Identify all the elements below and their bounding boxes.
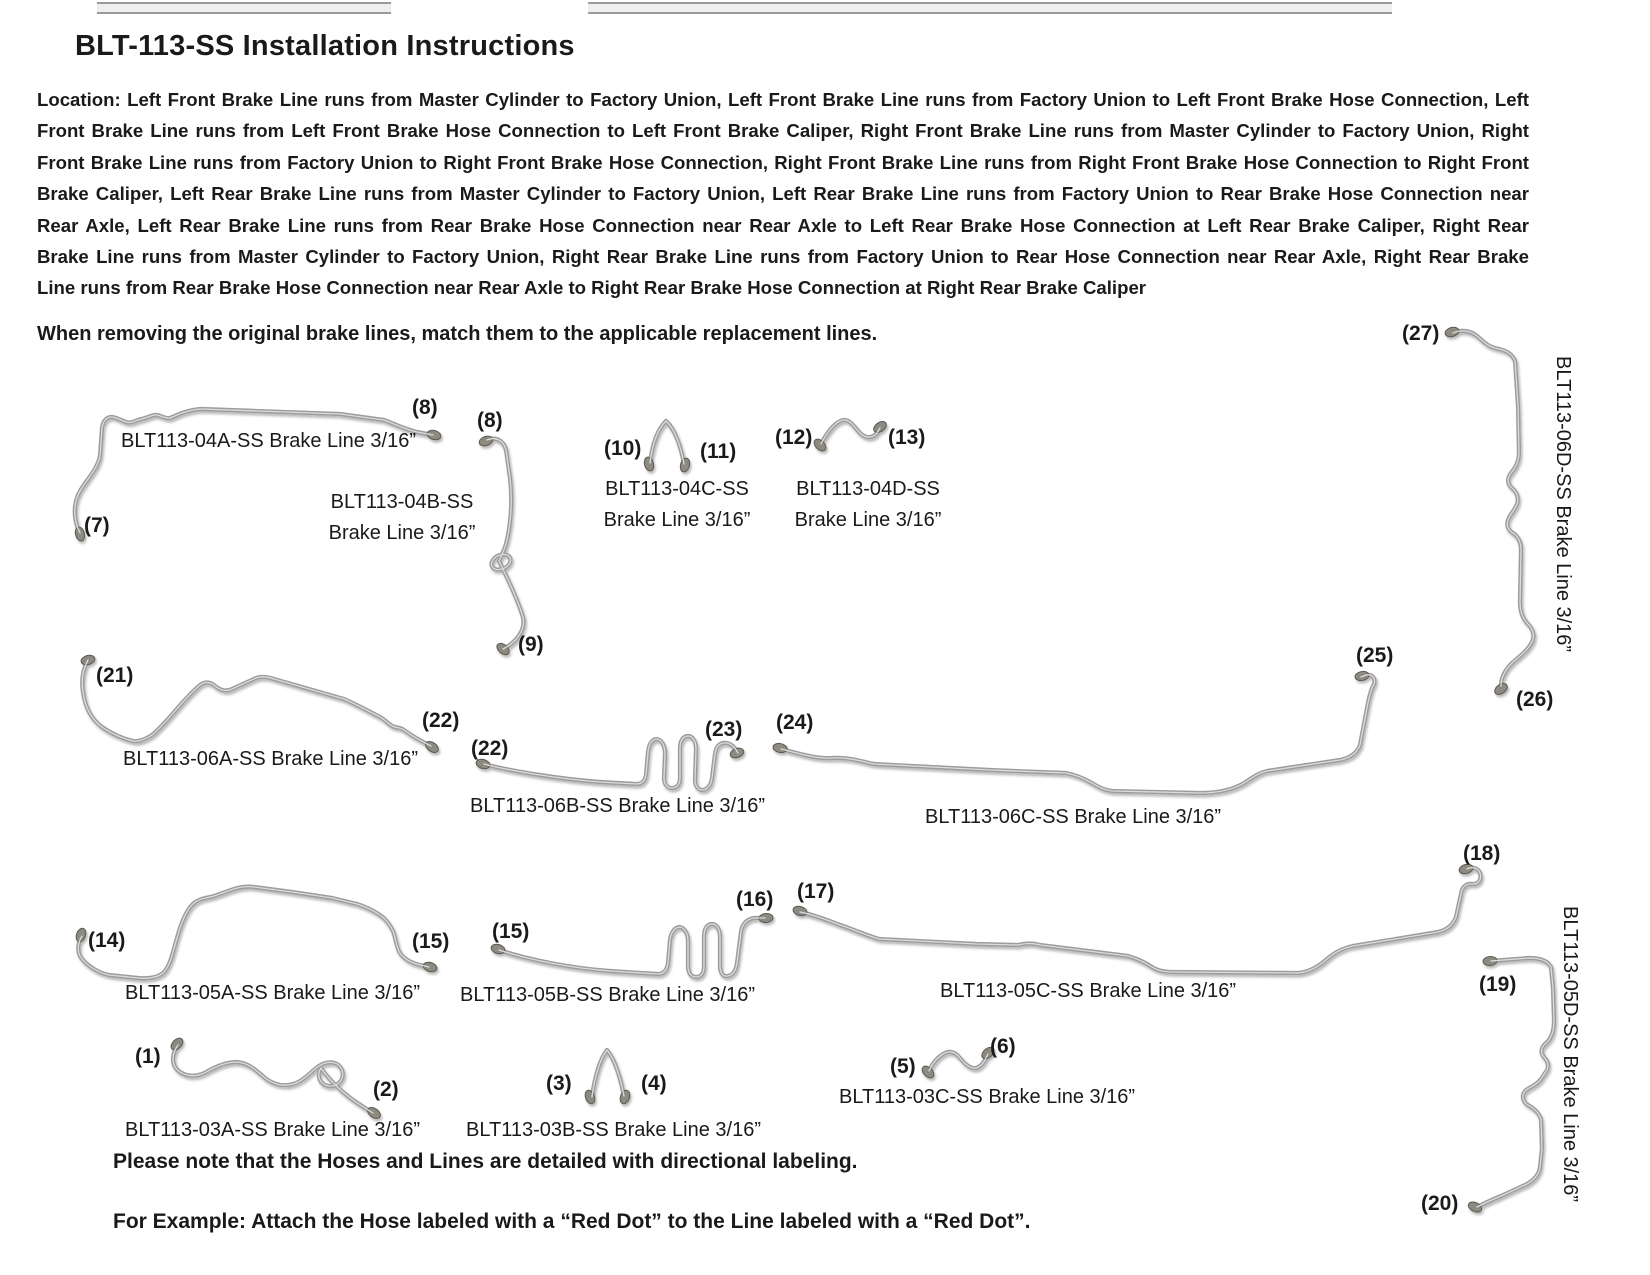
- tube-06c: [781, 675, 1375, 793]
- part-label-05d: BLT113-05D-SS Brake Line 3/16”: [1559, 906, 1581, 1203]
- marker-label: (13): [888, 426, 926, 449]
- marker-label: (3): [546, 1072, 572, 1095]
- part-label-04d-line2: Brake Line 3/16”: [794, 509, 942, 531]
- location-line: Front Brake Line runs from Left Front Brake Hose Connection to Left Front Brake Caliper, Right Front Brake Line runs from Master Cylinder to Factory Union, Right: [37, 120, 1529, 142]
- marker-label: (23): [705, 718, 743, 741]
- tube-03c: [929, 1052, 988, 1071]
- marker-label: (5): [890, 1055, 916, 1078]
- marker-label: (12): [775, 426, 813, 449]
- part-label-03b: BLT113-03B-SS Brake Line 3/16”: [466, 1119, 761, 1141]
- part-label-04c-line1: BLT113-04C-SS: [605, 478, 749, 500]
- location-line: Brake Line runs from Master Cylinder to Factory Union, Right Rear Brake Line runs from Factory Union to Rear Hose Connection near Rear Axle, Right Rear Brake: [37, 245, 1529, 267]
- location-line: Line runs from Rear Brake Hose Connection near Rear Axle to Right Rear Brake Hose Connection at Right Rear Brake Caliper: [37, 277, 1147, 299]
- part-label-06d: BLT113-06D-SS Brake Line 3/16”: [1552, 356, 1574, 653]
- marker-label: (20): [1421, 1192, 1459, 1215]
- part-label-05b: BLT113-05B-SS Brake Line 3/16”: [460, 984, 755, 1006]
- marker-label: (11): [700, 440, 737, 463]
- tube-05b: [499, 918, 765, 977]
- location-line: Front Brake Line runs from Factory Union to Right Front Brake Hose Connection, Right Front Brake Line runs from Right Front Brake Hose Connection to Right Front: [37, 151, 1529, 173]
- marker-label: (24): [776, 711, 814, 734]
- marker-label: (15): [412, 930, 450, 953]
- part-label-04c-line2: Brake Line 3/16”: [603, 509, 751, 531]
- tube-06a: [82, 660, 431, 746]
- marker-label: (17): [797, 880, 835, 903]
- part-label-05c: BLT113-05C-SS Brake Line 3/16”: [940, 980, 1237, 1002]
- tube-04d: [821, 420, 880, 444]
- tube-06b: [484, 736, 738, 790]
- marker-label: (18): [1463, 842, 1501, 865]
- part-label-04b-line1: BLT113-04B-SS: [330, 491, 474, 513]
- note-directional-labeling: Please note that the Hoses and Lines are detailed with directional labeling.: [113, 1150, 858, 1173]
- tube-06d: [1453, 331, 1533, 686]
- marker-label: (14): [88, 929, 126, 952]
- note-red-dot-example: For Example: Attach the Hose labeled with a “Red Dot” to the Line labeled with a “Red Dot”.: [113, 1210, 1031, 1233]
- part-label-06c: BLT113-06C-SS Brake Line 3/16”: [925, 806, 1222, 828]
- marker-label: (6): [990, 1035, 1016, 1058]
- marker-label: (7): [84, 514, 110, 537]
- marker-label: (2): [373, 1078, 399, 1101]
- tube-04b: [487, 439, 523, 649]
- part-label-04d-line1: BLT113-04D-SS: [796, 478, 940, 500]
- marker-label: (22): [471, 737, 509, 760]
- marker-label: (26): [1516, 688, 1554, 711]
- marker-label: (19): [1479, 973, 1517, 996]
- location-line: Rear Axle, Left Rear Brake Line runs from Rear Brake Hose Connection near Rear Axle to Left Rear Brake Hose Connection at Left Rear Brake Caliper, Right Rear: [37, 214, 1529, 236]
- marker-label: (22): [422, 709, 460, 732]
- tube-05a: [78, 887, 429, 979]
- part-label-04c: [597, 474, 757, 536]
- part-label-06b: BLT113-06B-SS Brake Line 3/16”: [470, 795, 765, 817]
- part-label-05a: BLT113-05A-SS Brake Line 3/16”: [125, 982, 420, 1004]
- marker-label: (8): [412, 396, 438, 419]
- marker-label: (16): [736, 888, 774, 911]
- part-label-03c: BLT113-03C-SS Brake Line 3/16”: [839, 1086, 1136, 1108]
- page-title: BLT-113-SS Installation Instructions: [75, 30, 575, 62]
- part-label-03a: BLT113-03A-SS Brake Line 3/16”: [125, 1119, 420, 1141]
- note-match-lines: When removing the original brake lines, match them to the applicable replacement lines.: [37, 323, 878, 345]
- marker-label: (15): [492, 920, 530, 943]
- part-label-06a: BLT113-06A-SS Brake Line 3/16”: [123, 748, 418, 770]
- marker-label: (9): [518, 633, 544, 656]
- marker-label: (10): [604, 437, 642, 460]
- marker-label: (1): [135, 1045, 161, 1068]
- location-line: Brake Caliper, Left Rear Brake Line runs from Master Cylinder to Factory Union, Left Rear Brake Line runs from Factory Union to Rear Brake Hose Connection near: [37, 183, 1529, 205]
- part-label-04a: BLT113-04A-SS Brake Line 3/16”: [121, 430, 416, 452]
- marker-label: (27): [1402, 322, 1440, 345]
- part-label-04b-line2: Brake Line 3/16”: [328, 522, 476, 544]
- location-line: Location: Left Front Brake Line runs from Master Cylinder to Factory Union, Left Front Brake Line runs from Factory Union to Left Front Brake Hose Connection, Left: [37, 89, 1529, 110]
- marker-label: (8): [477, 409, 503, 432]
- part-label-04d: [788, 474, 948, 536]
- marker-label: (4): [641, 1072, 667, 1095]
- tube-03a: [173, 1045, 373, 1113]
- marker-label: (25): [1356, 644, 1394, 667]
- tube-05c: [800, 868, 1481, 973]
- marker-label: (21): [96, 664, 134, 687]
- part-label-04b: [322, 487, 482, 549]
